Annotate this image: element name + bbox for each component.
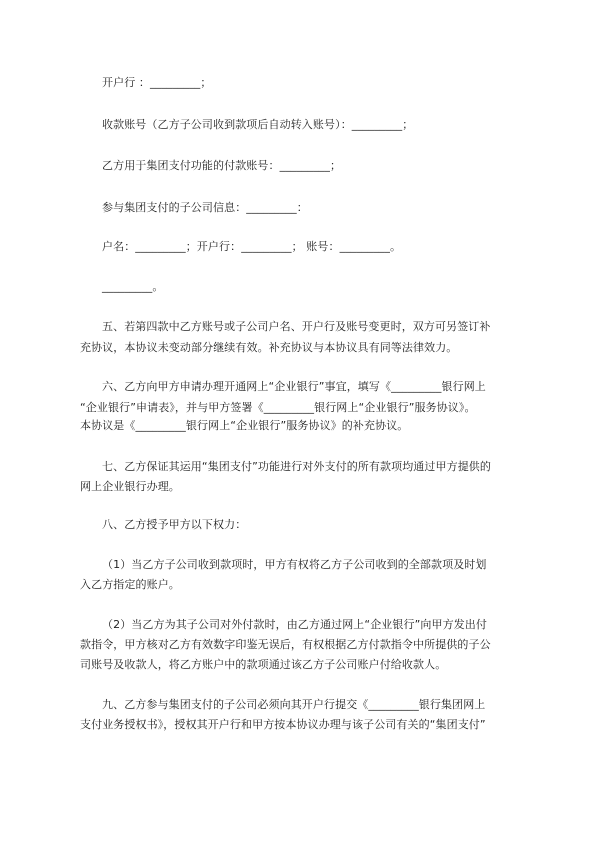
clause-5-line-1: 五、若第四款中乙方账号或子公司户名、开户行及账号变更时，双方可另签订补 <box>102 320 491 333</box>
clause-8-item-1-line-1: （1）当乙方子公司收到款项时，甲方有权将乙方子公司收到的全部款项及时划 <box>102 558 487 571</box>
clause-9-line-1: 九、乙方参与集团支付的子公司必须向其开户行提交《_________银行集团网上 <box>102 698 486 711</box>
clause-6-line-3: 本协议是《_________银行网上“企业银行”服务协议》的补充协议。 <box>80 419 409 432</box>
clause-8-item-2-line-2: 款指令，甲方核对乙方有效数字印鉴无误后，有权根据乙方付款指令中所提供的子公 <box>80 638 491 651</box>
text-line-subsidiary-info: 参与集团支付的子公司信息：_________： <box>102 201 308 214</box>
clause-8-item-2-line-3: 司账号及收款人，将乙方账户中的款项通过该乙方子公司账户付给收款人。 <box>80 658 447 671</box>
clause-9-line-2: 支付业务授权书》，授权其开户行和甲方按本协议办理与该子公司有关的“集团支付” <box>80 718 486 731</box>
text-line-blank: _________。 <box>102 280 164 293</box>
clause-8-heading: 八、乙方授予甲方以下权力： <box>102 518 247 531</box>
clause-8-item-2-line-1: （2）当乙方为其子公司对外付款时，由乙方通过网上“企业银行”向甲方发出付 <box>102 618 487 631</box>
clause-8-item-1-line-2: 入乙方指定的账户。 <box>80 578 180 591</box>
clause-5-line-2: 充协议，本协议未变动部分继续有效。补充协议与本协议具有同等法律效力。 <box>80 341 458 354</box>
clause-6-line-2: “企业银行”申请表》，并与甲方签署《_________银行网上“企业银行”服务协议》。 <box>80 401 476 414</box>
clause-7-line-1: 七、乙方保证其运用“集团支付”功能进行对外支付的所有款项均通过甲方提供的 <box>102 460 491 473</box>
text-line-payment-account: 乙方用于集团支付功能的付款账号：_________； <box>102 159 342 172</box>
clause-6-line-1: 六、乙方向甲方申请办理开通网上“企业银行”事宜，填写《_________银行网上 <box>102 380 486 393</box>
clause-7-line-2: 网上企业银行办理。 <box>80 480 180 493</box>
text-line-account-name: 户名：_________；开户行：_________； 账号：_________。 <box>102 240 402 253</box>
text-line-bank-branch: 开户行 ：_________； <box>102 76 212 89</box>
text-line-receiving-account: 收款账号（乙方子公司收到款项后自动转入账号）：_________； <box>102 118 414 131</box>
